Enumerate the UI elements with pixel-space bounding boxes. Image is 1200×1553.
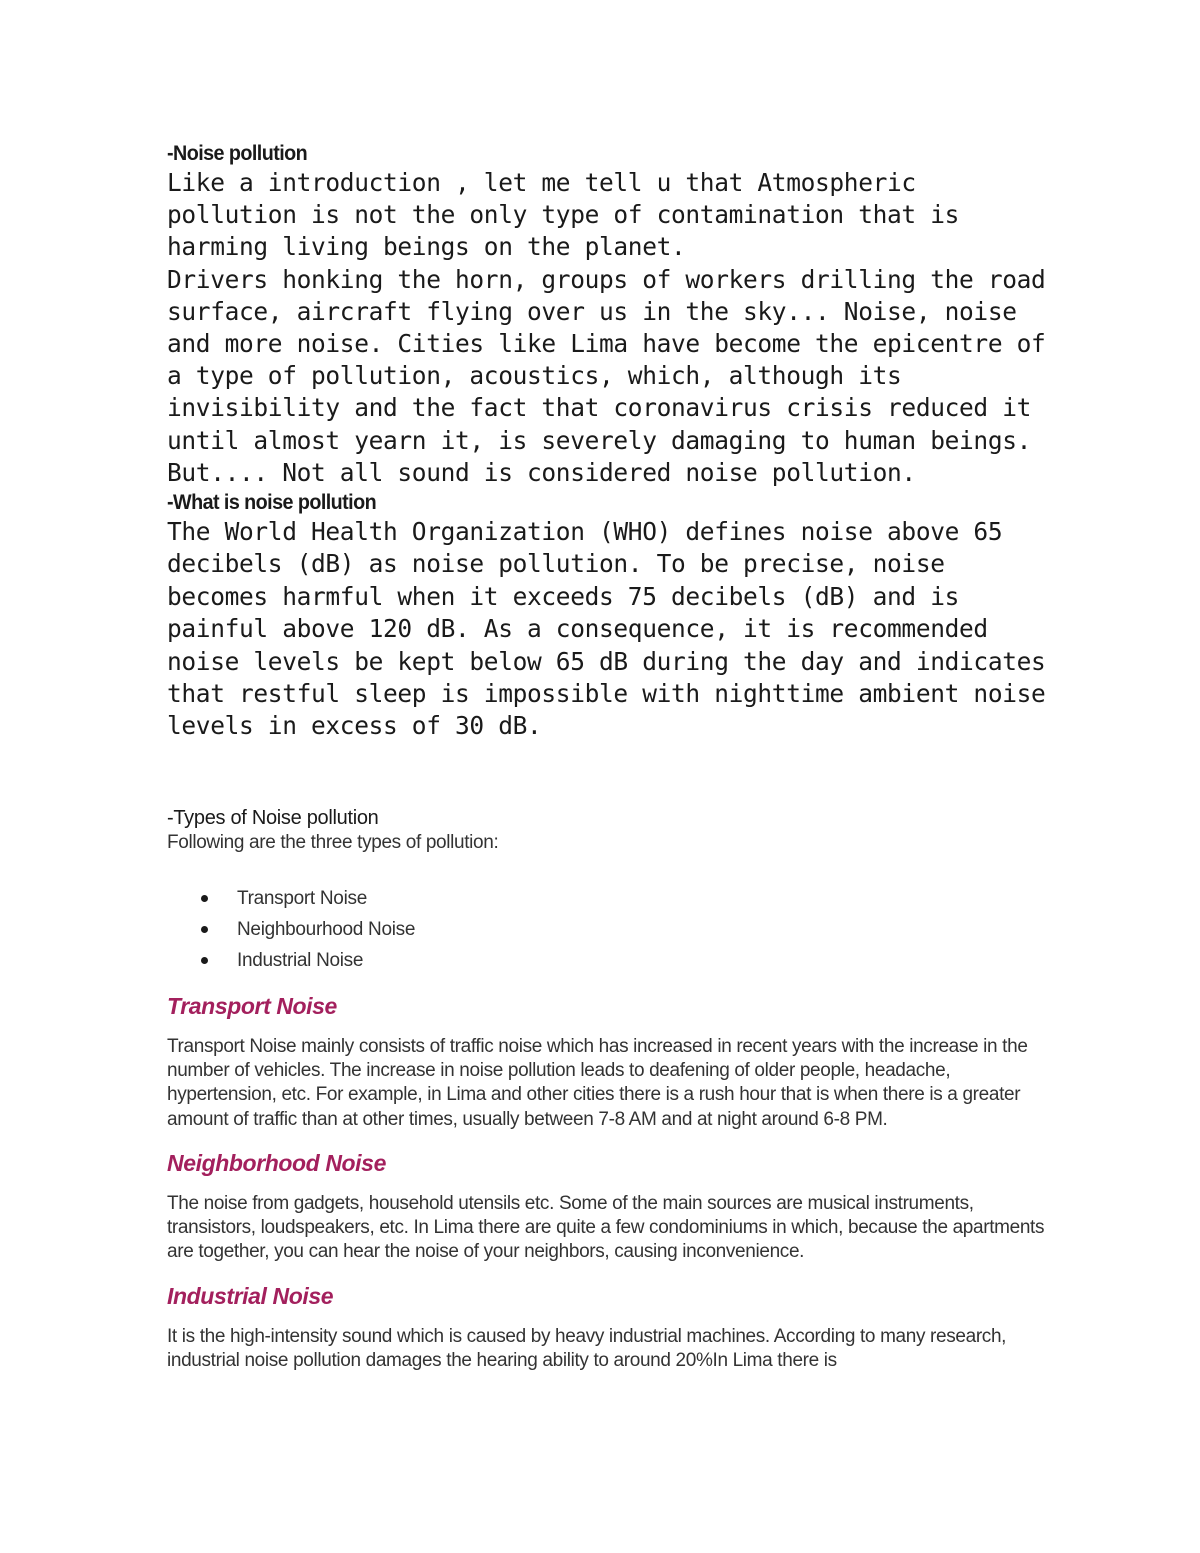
list-item <box>167 883 1047 914</box>
bullet-icon <box>201 957 208 964</box>
who-paragraph: The World Health Organization (WHO) defines noise above 65 decibels (dB) as noise pollution. To be precise, noise becomes harmful when it exceeds 75 decibels (dB) and is painful above 120 dB. As a consequence, it is recommended noise levels be kept below 65 dB during the day and indicates that restful sleep is impossible with nighttime ambient noise levels in excess of 30 dB. <box>167 517 1046 741</box>
section-title-transport: Transport Noise <box>167 993 337 1020</box>
heading-what-is-noise-pollution: -What is noise pollution <box>167 491 377 515</box>
list-item-label: Transport Noise <box>237 888 367 910</box>
intro-paragraph-2: Drivers honking the horn, groups of workers drilling the road surface, aircraft flying over us in the sky... Noise, noise and more noise. Cities like Lima have become the epicentre of a type of pollution, acoustics, which, although its invisibility and the fact that coronavirus crisis reduced it until almost yearn it, is severely damaging to human beings. <box>167 264 1046 455</box>
bullet-icon <box>201 926 208 933</box>
list-item <box>167 945 1047 976</box>
section-body-neighborhood: The noise from gadgets, household utensils etc. Some of the main sources are musical instruments, transistors, loudspeakers, etc. In Lima there are quite a few condominiums in which, because the apartments are together, you can hear the noise of your neighbors, causing inconvenience. <box>167 1192 1045 1263</box>
section-title-neighborhood: Neighborhood Noise <box>167 1149 386 1176</box>
document-page <box>167 140 1047 1373</box>
types-list <box>167 883 1047 976</box>
section-body-transport: Transport Noise mainly consists of traffic noise which has increased in recent years with the increase in the number of vehicles. The increase in noise pollution leads to deafening of older people, headache, hypertension, etc. For example, in Lima and other cities there is a rush hour that is when there is a greater amount of traffic than at other times, usually between 7-8 AM and at night around 6-8 PM. <box>167 1036 1028 1130</box>
heading-noise-pollution: -Noise pollution <box>167 142 308 165</box>
heading-types-of-noise: -Types of Noise pollution <box>167 806 379 829</box>
types-intro: Following are the three types of pollution: <box>167 831 499 853</box>
list-item-label: Neighbourhood Noise <box>237 919 416 941</box>
section-body-industrial: It is the high-intensity sound which is caused by heavy industrial machines. According to many research, industrial noise pollution damages the hearing ability to around 20%In Lima there is <box>167 1325 1007 1371</box>
list-item-label: Industrial Noise <box>237 950 364 972</box>
list-item <box>167 914 1047 945</box>
intro-paragraph-1: Like a introduction , let me tell u that Atmospheric pollution is not the only type of contamination that is harming living beings on the planet. <box>167 168 960 262</box>
intro-paragraph-3: But.... Not all sound is considered noise pollution. <box>167 457 916 487</box>
section-title-industrial: Industrial Noise <box>167 1282 334 1309</box>
bullet-icon <box>201 895 208 902</box>
